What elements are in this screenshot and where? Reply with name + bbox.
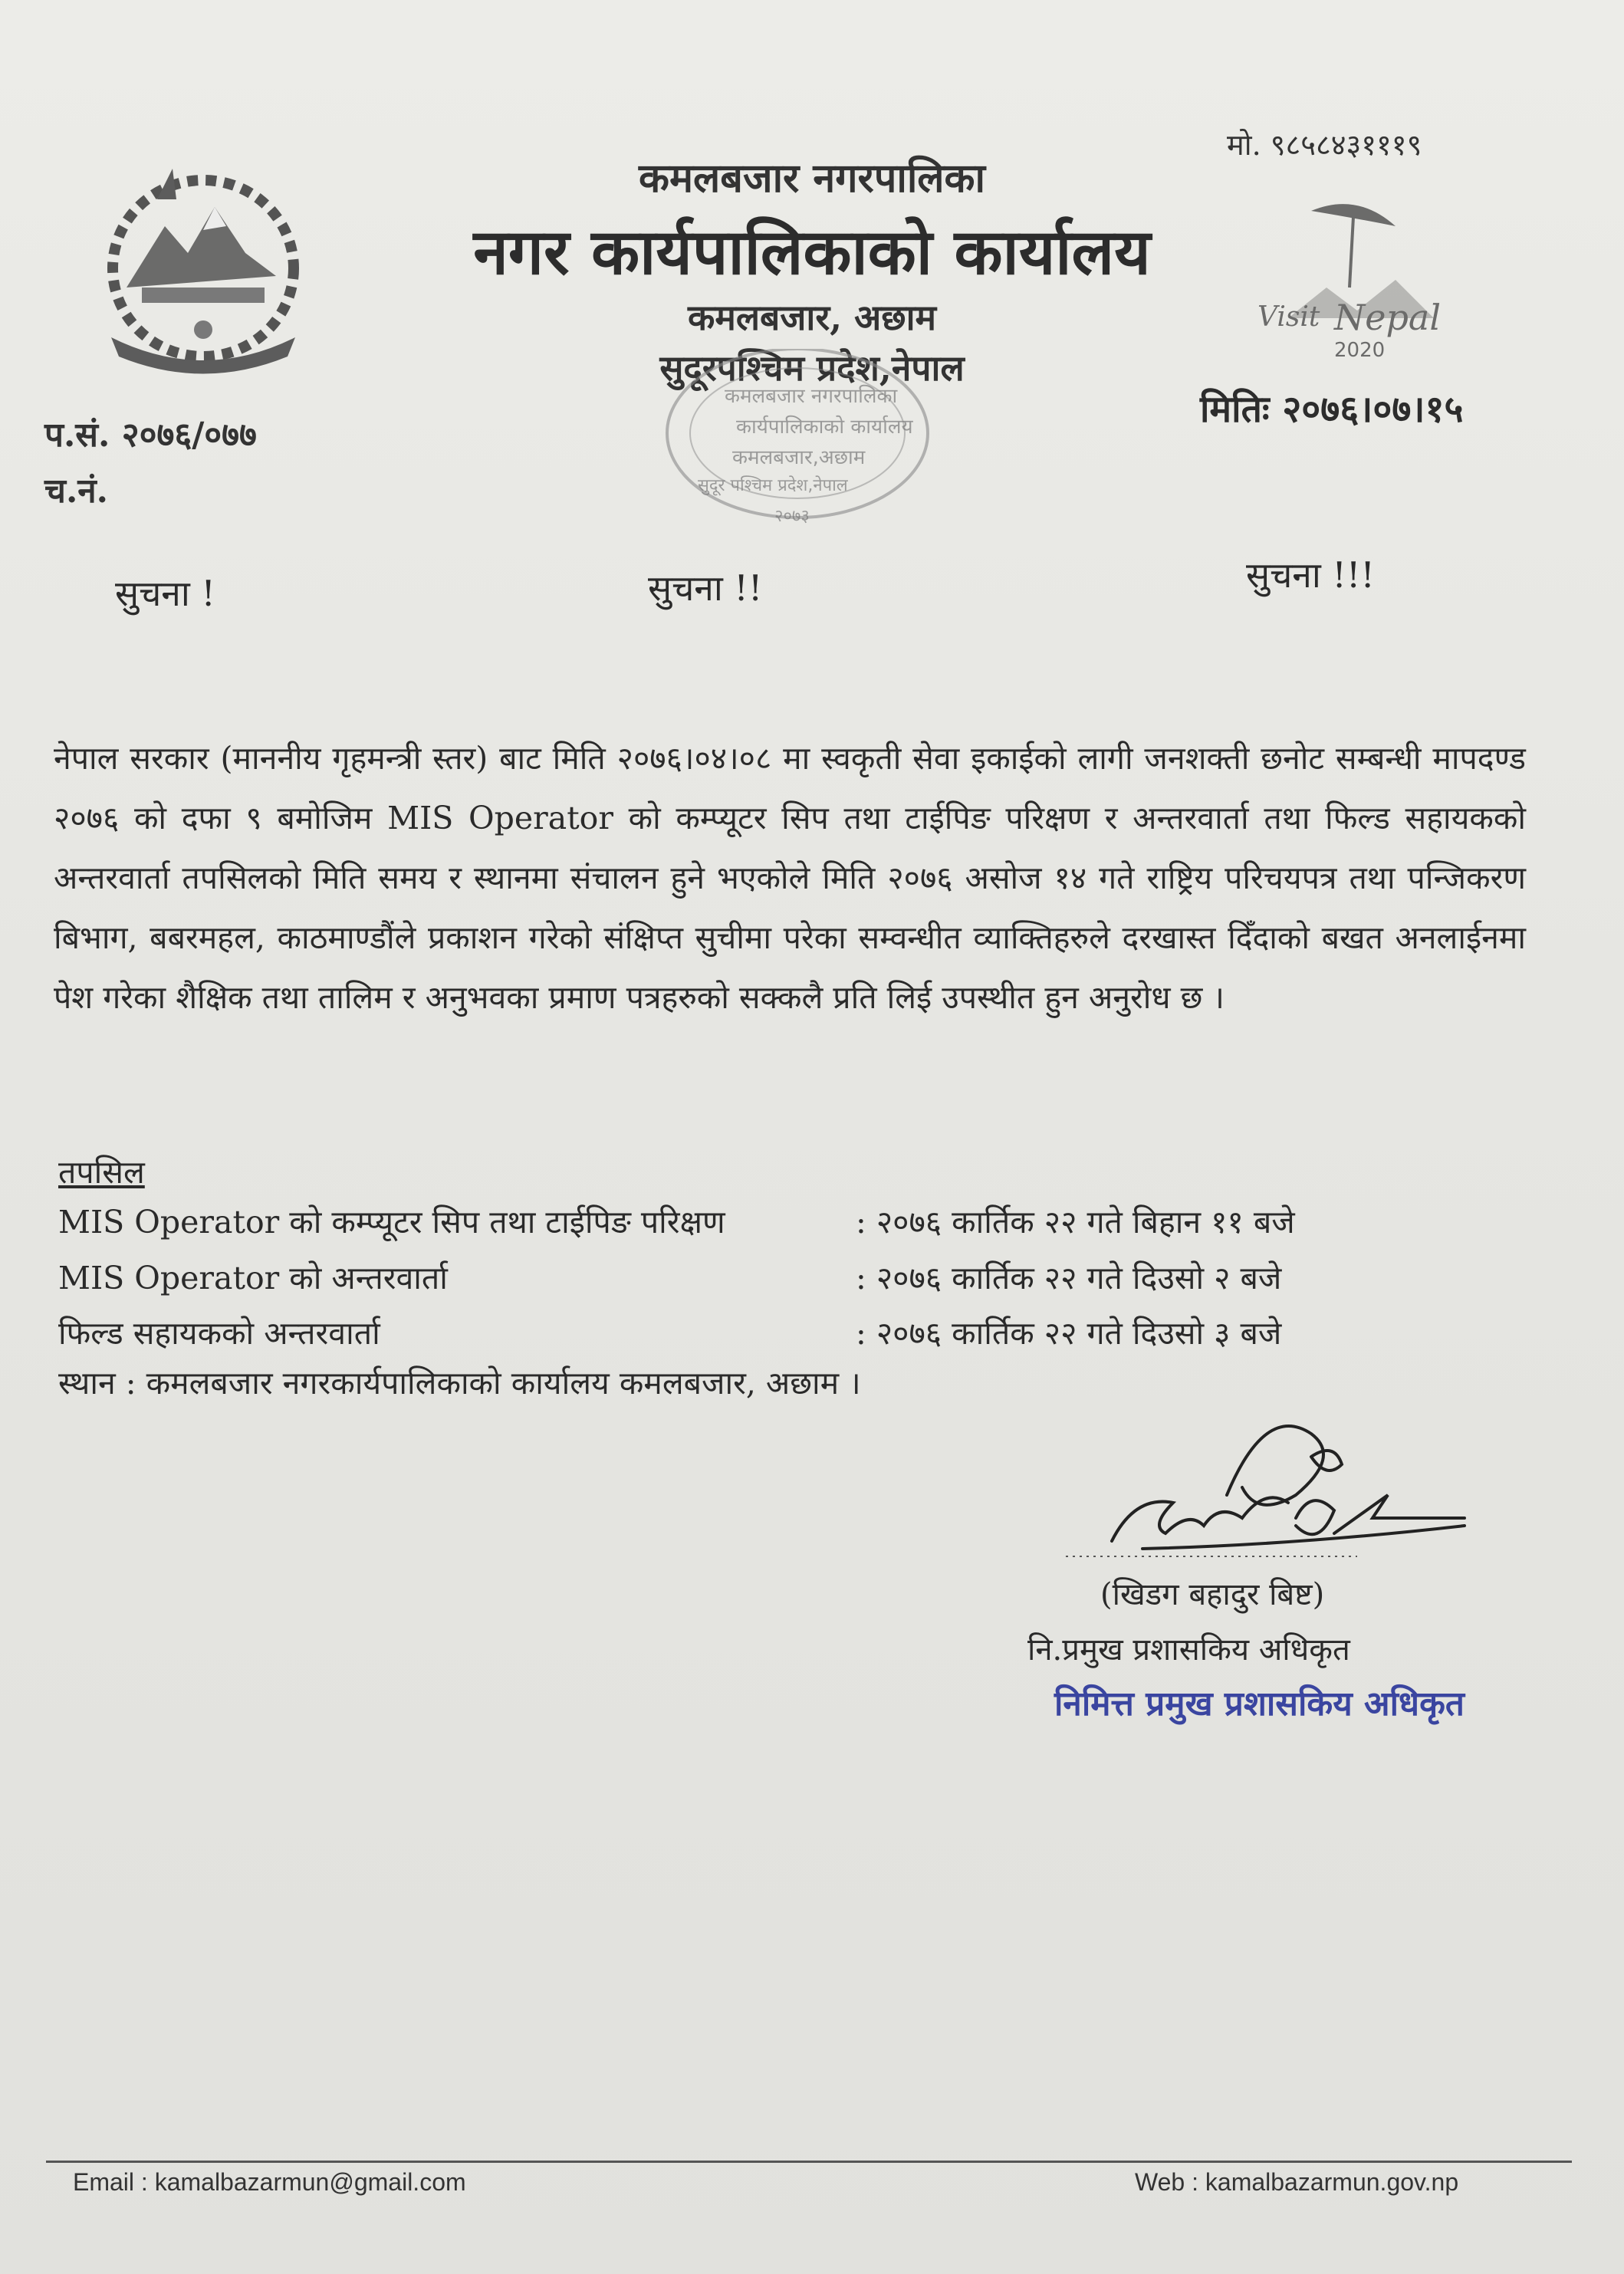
visit-nepal-logo [1242,196,1472,372]
designation-stamp: निमित्त प्रमुख प्रशासकिय अधिकृत [1054,1684,1465,1724]
schedule-row-value: : २०७६ कार्तिक २२ गते दिउसो २ बजे [856,1260,1282,1296]
schedule-row-label: फिल्ड सहायकको अन्तरवार्ता [58,1315,380,1352]
svg-text:कमलबजार,अछाम: कमलबजार,अछाम [732,446,866,469]
phone-number: मो. ९८५८४३१११९ [1227,128,1422,162]
svg-text:Nepal: Nepal [1334,297,1442,338]
address-line-2: सुदूरपश्चिम प्रदेश,नेपाल [659,347,965,389]
signatory-name: (खिडग बहादुर बिष्ट) [1100,1577,1325,1612]
notice-body-paragraph: नेपाल सरकार (माननीय गृहमन्त्री स्तर) बाट मिति २०७६।०४।०८ मा स्वकृती सेवा इकाईको लागी जनशक्ती छनोट सम्बन्धी मापदण्ड २०७६ को दफा ९ बमोजिम MIS Operator को कम्प्यूटर सिप तथा टाईपिङ परिक्षण र अन्तरवार्ता तथा फिल्ड सहायकको अन्तरवार्ता तपसिलको मिति समय र स्थानमा संचालन हुने भएकोले मिति २०७६ असोज १४ गते राष्ट्रिय परिचयपत्र तथा पन्जिकरण बिभाग, बबरमहल, काठमाण्डौंले प्रकाशन गरेको संक्षिप्त सुचीमा परेका सम्वन्धीत व्याक्तिहरुले दरखास्त दिँदाको बखत अनलाईनमा पेश गरेका शैक्षिक तथा तालिम र अनुभवका प्रमाण पत्रहरुको सक्कलै प्रति लिई उपस्थीत हुन अनुरोध छ । [54,740,1526,1016]
reference-number: च.नं. [44,472,108,511]
svg-text:२०७३: २०७३ [774,507,810,526]
footer-email: Email : kamalbazarmun@gmail.com [73,2168,466,2196]
schedule-row [58,1256,1500,1302]
svg-text:2020: 2020 [1334,339,1386,362]
footer-divider [46,2161,1572,2163]
svg-text:कार्यपालिकाको कार्यालय: कार्यपालिकाको कार्यालय [736,416,913,439]
schedule-row-value: : २०७६ कार्तिक २२ गते दिउसो ३ बजे [856,1315,1282,1352]
schedule-row-value: : २०७६ कार्तिक २२ गते बिहान ११ बजे [856,1204,1295,1241]
schedule-row-label: MIS Operator को कम्प्यूटर सिप तथा टाईपिङ परिक्षण [58,1204,725,1241]
office-seal-stamp [652,349,943,533]
svg-text:कमलबजार नगरपालिका: कमलबजार नगरपालिका [725,385,898,408]
venue-line: स्थान : कमलबजार नगरकार्यपालिकाको कार्यालय कमलबजार, अछाम । [58,1365,861,1402]
notice-heading-2: सुचना !! [648,567,763,609]
schedule-row [58,1200,1500,1246]
schedule-row [58,1311,1500,1357]
schedule-heading: तपसिल [58,1154,145,1191]
signatory-title: नि.प्रमुख प्रशासकिय अधिकृत [1027,1632,1350,1668]
fiscal-year: प.सं. २०७६/०७७ [44,416,257,455]
handwritten-signature [1066,1411,1488,1587]
letter-date: मितिः २०७६।०७।१५ [1200,388,1464,431]
schedule-row-label: MIS Operator को अन्तरवार्ता [58,1260,448,1296]
notice-heading-3: सुचना !!! [1246,554,1375,596]
notice-heading-1: सुचना ! [115,573,215,614]
address-line-1: कमलबजार, अछाम [688,297,936,338]
org-name: कमलबजार नगरपालिका [639,155,985,202]
footer-website: Web : kamalbazarmun.gov.np [1135,2168,1459,2196]
office-name: नगर कार्यपालिकाको कार्यालय [473,215,1151,289]
svg-text:Visit: Visit [1257,301,1320,333]
svg-text:सुदूर पश्चिम प्रदेश,नेपाल: सुदूर पश्चिम प्रदेश,नेपाल [698,476,848,495]
